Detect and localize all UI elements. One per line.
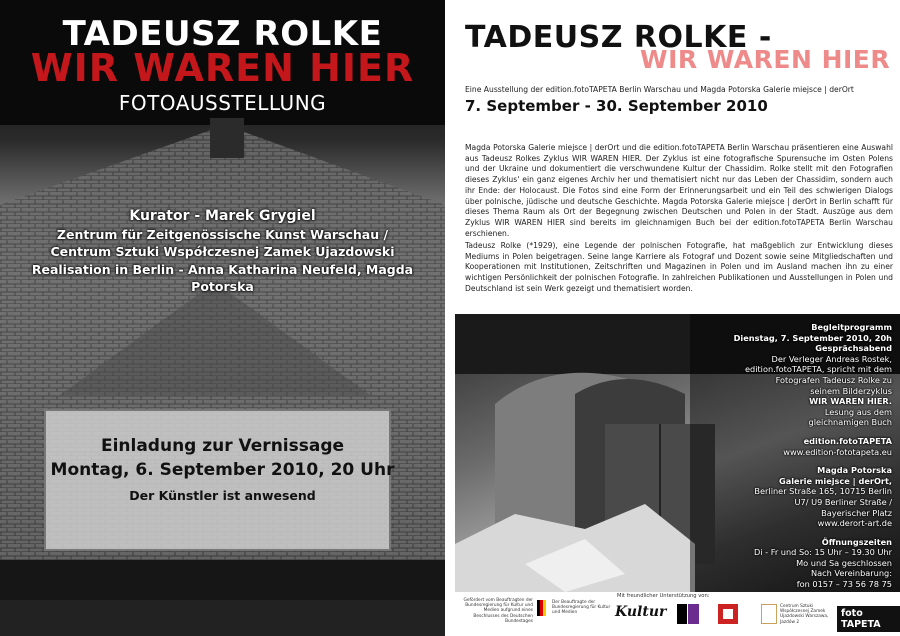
csw-logo-icon <box>761 604 777 624</box>
institution-line-1: Zentrum für Zeitgenössische Kunst Warschau / <box>56 226 389 242</box>
invitation-heading: Einladung zur Vernissage <box>100 436 345 456</box>
credits-block <box>0 208 445 296</box>
program-line: Lesung aus dem <box>824 406 892 417</box>
exhibition-dates: 7. September - 30. September 2010 <box>465 97 768 115</box>
fototapeta-logo: foto TAPETA <box>837 606 900 632</box>
exhibition-title-right: WIR WAREN HIER <box>640 45 891 74</box>
gallery-url[interactable]: www.derort-art.de <box>817 518 892 529</box>
program-date: Dienstag, 7. September 2010, 20h <box>733 332 892 343</box>
hours-line: fon 0157 – 73 56 78 75 <box>796 579 892 590</box>
program-kind: Gesprächsabend <box>815 343 892 354</box>
artist-name-right: TADEUSZ ROLKE - <box>465 20 772 55</box>
exhibition-type: FOTOAUSSTELLUNG <box>118 91 327 115</box>
program-line: edition.fotoTAPETA, spricht mit dem <box>744 364 892 375</box>
gallery-address: U7/ U9 Berliner Straße / <box>794 496 892 507</box>
sponsor-footer <box>455 592 900 636</box>
purple-square-logo-icon <box>677 604 699 624</box>
red-logo-icon <box>718 604 738 624</box>
vernissage-date: Montag, 6. September 2010, 20 Uhr <box>50 460 395 480</box>
realisation-line: Realisation in Berlin - Anna Katharina Neufeld, Magda Potorska <box>31 261 414 294</box>
program-line: seinem Bilderzyklus <box>810 385 892 396</box>
publisher-name: edition.fotoTAPETA <box>803 435 892 446</box>
gallery-address: Berliner Straße 165, 10715 Berlin <box>754 486 892 497</box>
curator-line: Kurator - Marek Grygiel <box>129 208 316 224</box>
exhibition-intro: Eine Ausstellung der edition.fotoTAPETA Berlin Warschau und Magda Potorska Galerie miejsce | derOrt <box>465 85 854 94</box>
program-line: Fotografen Tadeusz Rolke zu <box>775 374 892 385</box>
gallery-name-2: Galerie miejsce | derOrt, <box>779 475 892 486</box>
funding-note: Gefördert vom Beauftragten der Bundesregierung für Kultur und Medien aufgrund eines Beschlusses des Deutschen Bundestages <box>463 598 533 624</box>
invitation-block <box>0 436 445 503</box>
description-paragraph-2: Tadeusz Rolke (*1929), eine Legende der polnischen Fotografie, hat maßgeblich zur Entwicklung dieses Mediums in Polen beigetragen. Seine lange Karriere als Fotograf und Dozent sowie seine Mitgliedschaften und Kooperationen mit Institutionen, Zeitschriften und Magazinen in Polen und im Ausland machen ihn zu einer wichtigen Persönlichkeit der polnischen Fotografie. In zahlreichen Publikationen und Ausstellungen in Polen und Deutschland ist sein Werk gezeigt und thematisiert worden. <box>465 241 893 293</box>
description-paragraph-1: Magda Potorska Galerie miejsce | derOrt und die edition.fotoTAPETA Berlin Warschau präsentieren eine Auswahl aus Tadeusz Rolkes Zyklus WIR WAREN HIER. Der Zyklus ist eine fotografische Spurensuche im Osten Polens und der Ukraine und dokumentiert die verschwundene Kultur der Chassidim. Rolke stellt mit den Fotografien dieses Zyklus' ein ganz eigenes Archiv her und thematisiert nicht nur das Leben der Chassidim, sondern auch ihr Ende: der Holocaust. Die Fotos sind eine Form der Erinnerungsarbeit und ein Teil des schwierigen Dialogs über polnische, jüdische und deutsche Geschichte. Magda Potorska Galerie miejsce | derOrt in Berlin schafft für dieses Thema Raum als Ort der Begegnung zwischen Deutschen und Polen in der Stadt. Auszüge aus dem Zyklus WIR WAREN HIER sind bereits im gleichnamigen Buch bei der edition.fotoTAPETA Berlin Warschau erschienen. <box>465 143 893 238</box>
program-line: WIR WAREN HIER. <box>809 396 892 407</box>
csw-note: Centrum Sztuki Współczesnej Zamek Ujazdowski Warszawa, Jazdów 2 <box>780 604 829 625</box>
event-info-block <box>692 322 892 590</box>
program-title: Begleitprogramm <box>811 322 892 332</box>
bkm-note: Der Beauftragte der Bundesregierung für Kultur und Medien <box>552 600 611 616</box>
gallery-name: Magda Potorska <box>817 465 892 476</box>
german-eagle-icon <box>537 600 549 616</box>
gallery-address: Bayerischer Platz <box>821 507 892 518</box>
hours-line: Nach Vereinbarung: <box>810 568 892 579</box>
artist-name: TADEUSZ ROLKE <box>62 14 383 54</box>
hours-title: Öffnungszeiten <box>821 536 892 547</box>
hours-line: Di - Fr und So: 15 Uhr – 19.30 Uhr <box>753 547 892 558</box>
program-line: Der Verleger Andreas Rostek, <box>771 353 892 364</box>
publisher-url[interactable]: www.edition-fototapeta.eu <box>783 446 892 457</box>
invitation-front-panel <box>0 0 445 636</box>
program-line: gleichnamigen Buch <box>808 417 892 428</box>
institution-line-2: Centrum Sztuki Współczesnej Zamek Ujazdowski <box>50 244 395 259</box>
artist-present-note: Der Künstler ist anwesend <box>129 488 316 503</box>
invitation-back-panel <box>455 0 900 636</box>
hours-line: Mo und Sa geschlossen <box>796 557 892 568</box>
support-note: Mit freundlicher Unterstützung von: <box>617 593 710 599</box>
kultur-logo: Kultur <box>615 604 667 620</box>
exhibition-title: WIR WAREN HIER <box>30 46 415 90</box>
